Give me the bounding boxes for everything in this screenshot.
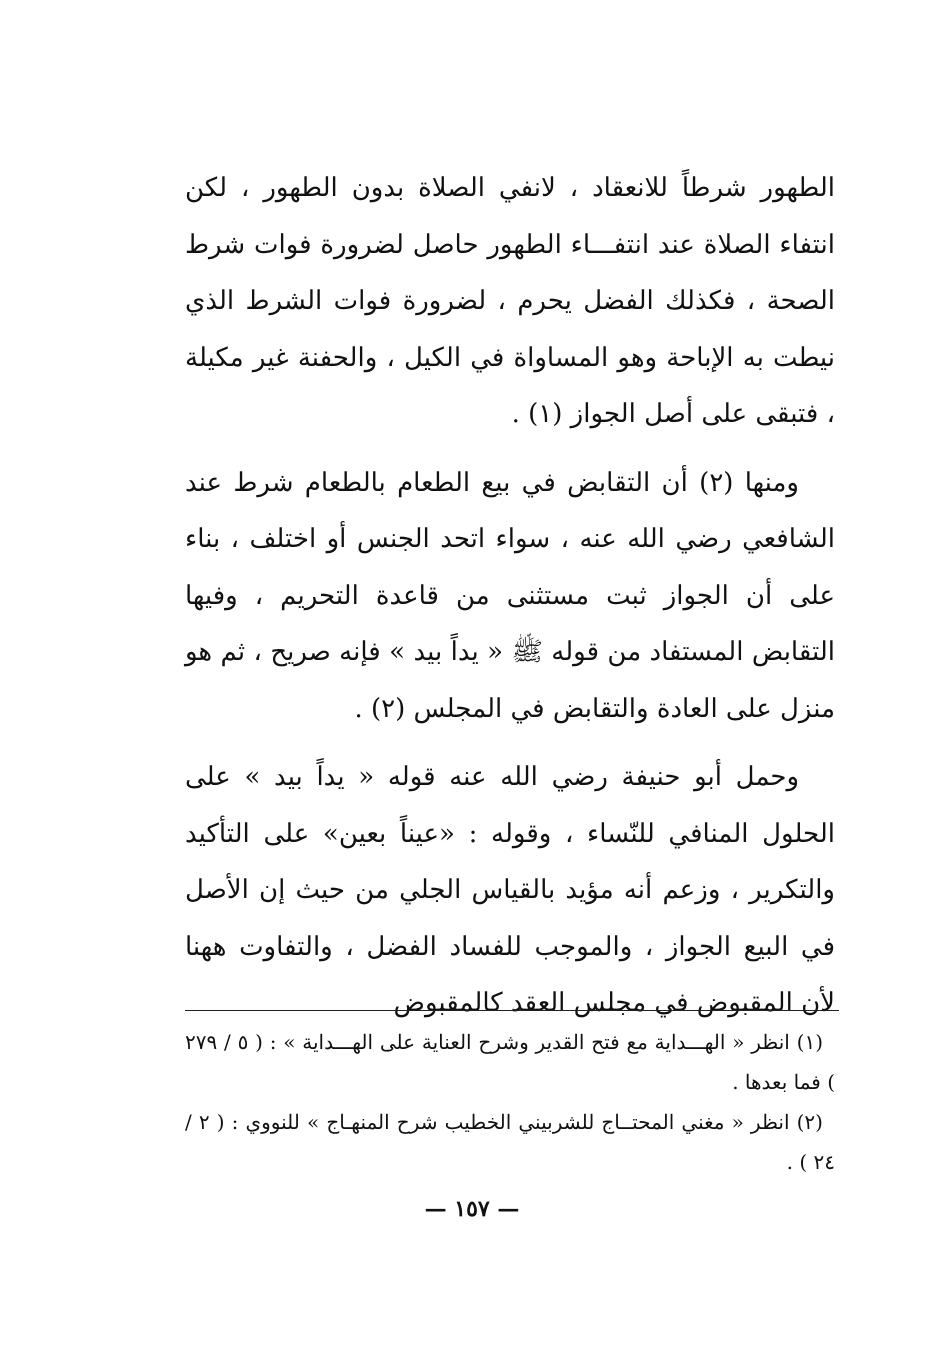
footnote-1: (١) انظر « الهـــداية مع فتح القدير وشرح العناية على الهـــداية » : ( ٥ / ٢٧٩ ) فما بعدها .: [185, 1030, 835, 1094]
main-text: [185, 160, 835, 1032]
footnote-2: (٢) انظر « مغني المحتــاج للشربيني الخطيب شرح المنهـاج » للنووي : ( ٢ / ٢٤ ) .: [185, 1110, 835, 1174]
paragraph-1: الطهور شرطاً للانعقاد ، لانفي الصلاة بدون الطهور ، لكن انتفاء الصلاة عند انتفـــاء الطهور حاصل لضرورة فوات شرط الصحة ، فكذلك الفضل يحرم ، لضرورة فوات الشرط الذي نيطت به الإباحة وهو المساواة في الكيل ، والحفنة غير مكيلة ، فتبقى على أصل الجواز (١) .: [185, 173, 835, 429]
paragraph-2: ومنها (٢) أن التقابض في بيع الطعام بالطعام شرط عند الشافعي رضي الله عنه ، سواء اتحد الجنس أو اختلف ، بناء على أن الجواز ثبت مستثنى من قاعدة التحريم ، وفيها التقابض المستفاد من قوله ﷺ « يداً بيد » فإنه صريح ، ثم هو منزل على العادة والتقابض في المجلس (٢) .: [185, 467, 835, 724]
footnotes: [185, 1022, 835, 1182]
footnote-separator: [185, 1010, 839, 1011]
page-number: — ١٥٧ —: [424, 1196, 520, 1222]
paragraph-3: وحمل أبو حنيفة رضي الله عنه قوله « يداً بيد » على الحلول المنافي للنّساء ، وقوله : «عيناً بعين» على التأكيد والتكرير ، وزعم أنه مؤيد بالقياس الجلي من حيث إن الأصل في البيع الجواز ، والموجب للفساد الفضل ، والتفاوت ههنا لأن المقبوض في مجلس العقد كالمقبوض: [185, 762, 835, 1018]
